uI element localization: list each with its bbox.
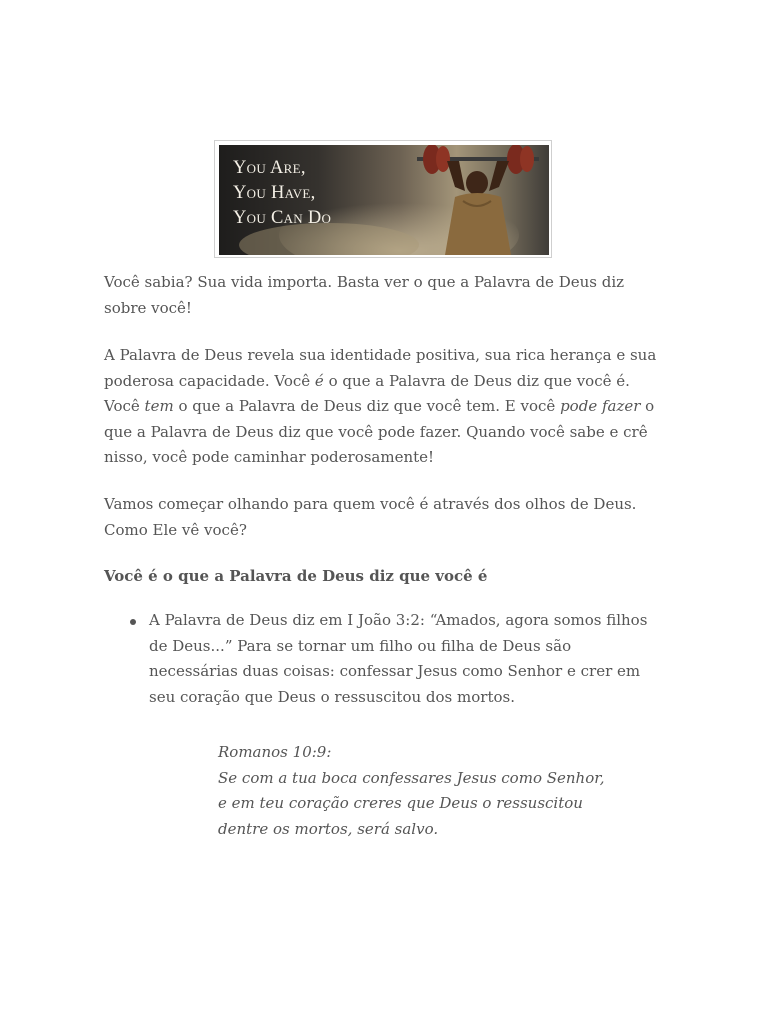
- quote-text: Se com a tua boca confessares Jesus como Senhor, e em teu coração creres que Deus o ressuscitou dentre os mortos, será salvo.: [218, 768, 605, 838]
- banner-line-3: You Can Do: [233, 208, 332, 228]
- banner-title: [233, 156, 331, 231]
- paragraph-text: o que a Palavra de Deus diz que você é. Você: [104, 371, 630, 415]
- quote-reference: Romanos 10:9:: [218, 743, 332, 761]
- paragraph-text: o que a Palavra de Deus diz que você pode fazer. Quando você sabe e crê nisso, você pode caminhar poderosamente!: [104, 397, 655, 466]
- bullet-list: [104, 608, 664, 710]
- emphasis-tem: tem: [144, 397, 174, 415]
- section-heading: Você é o que a Palavra de Deus diz que você é: [104, 567, 488, 585]
- banner-line-2: You Have,: [233, 183, 316, 203]
- bullet-icon: [130, 619, 136, 625]
- scripture-quote: [218, 740, 618, 842]
- banner-image: [219, 145, 549, 255]
- list-item: [104, 608, 654, 710]
- intro-paragraph: Você sabia? Sua vida importa. Basta ver o que a Palavra de Deus diz sobre você!: [104, 273, 625, 317]
- emphasis-pode-fazer: pode fazer: [560, 397, 641, 415]
- paragraph-text: A Palavra de Deus revela sua identidade positiva, sua rica herança e sua poderosa capacidade. Você: [104, 346, 657, 390]
- emphasis-e: é: [314, 371, 324, 390]
- question-paragraph: Vamos começar olhando para quem você é através dos olhos de Deus. Como Ele vê você?: [104, 495, 637, 539]
- paragraph-text: o que a Palavra de Deus diz que você tem. E você: [173, 397, 561, 415]
- banner-line-1: You Are,: [233, 158, 306, 178]
- list-item-text: A Palavra de Deus diz em I João 3:2: “Amados, agora somos filhos de Deus...” Para se tornar um filho ou filha de Deus são necessárias duas coisas: confessar Jesus como Senhor e crer em seu coração que Deus o ressuscitou dos mortos.: [149, 611, 648, 706]
- identity-paragraph: [104, 343, 664, 471]
- banner-frame: [214, 140, 552, 258]
